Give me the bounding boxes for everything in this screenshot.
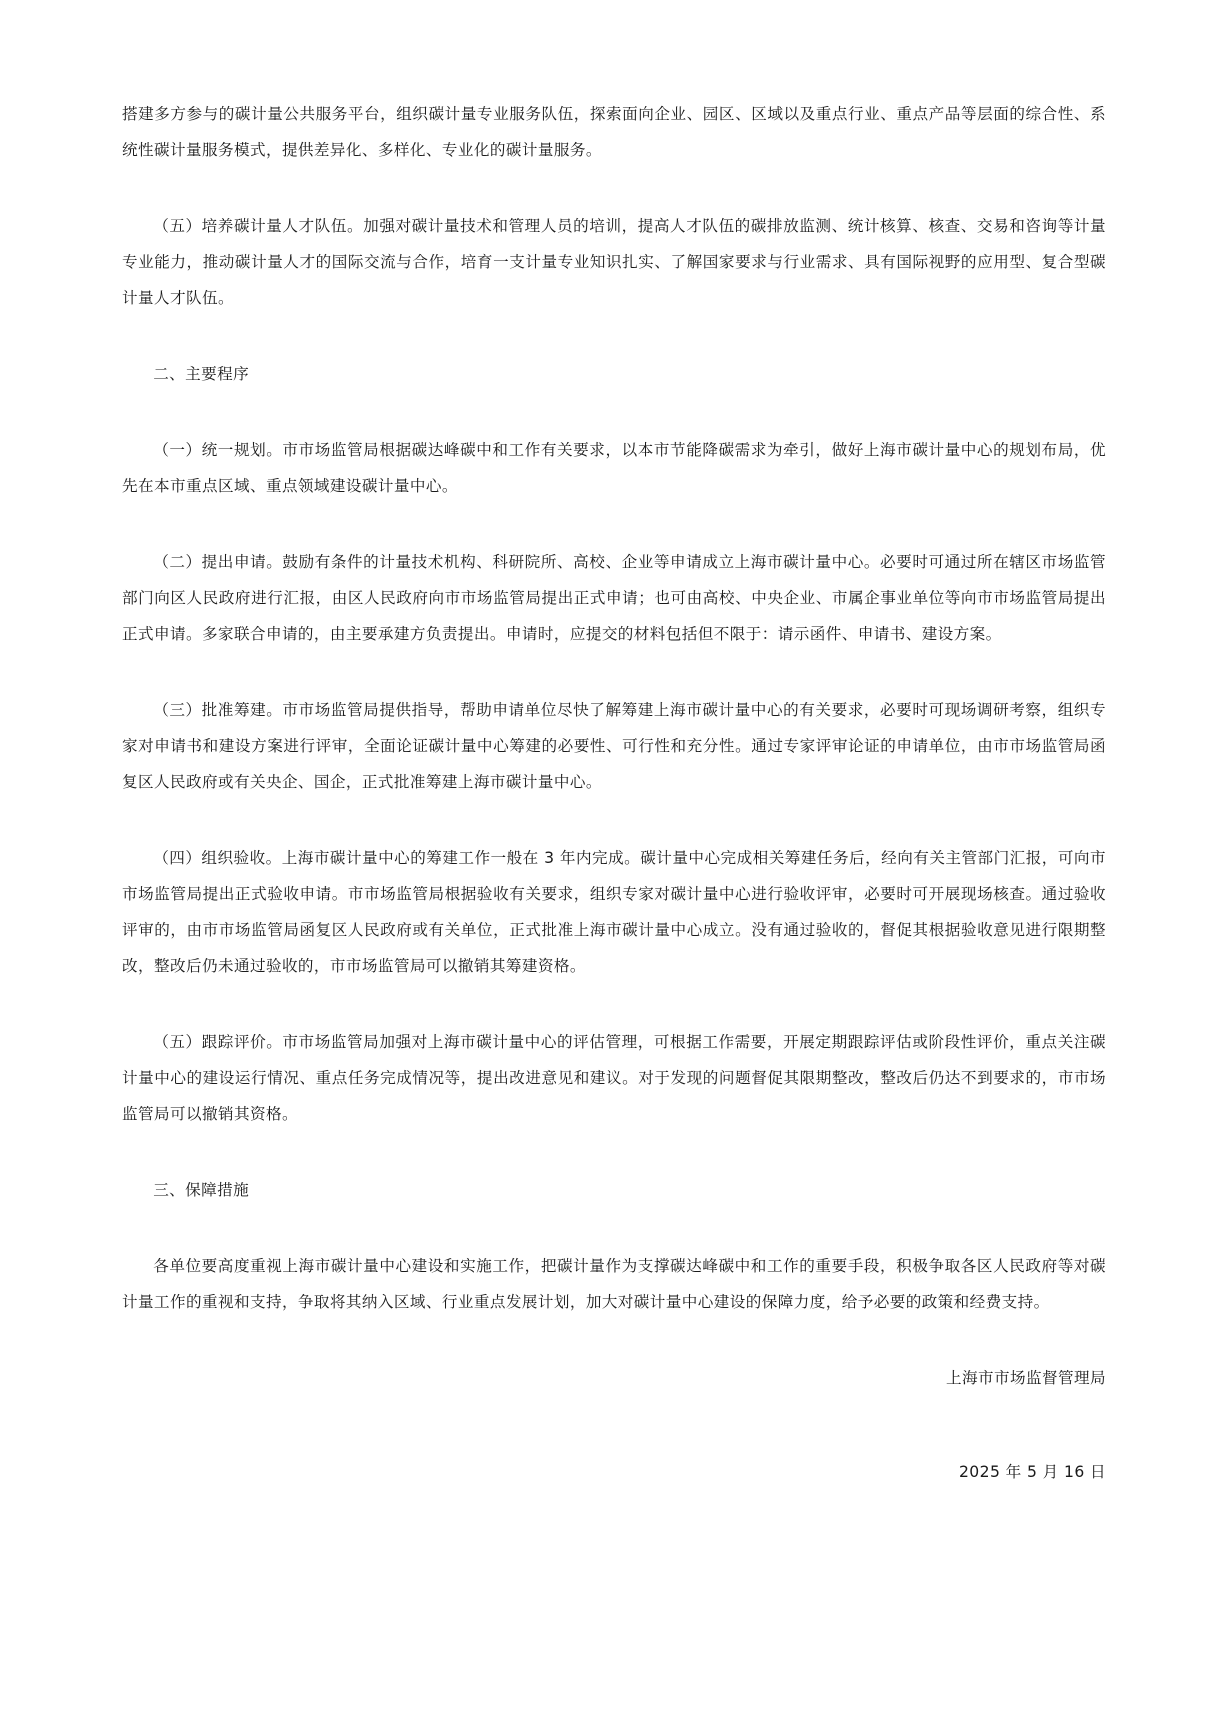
paragraph-unified-planning: （一）统一规划。市市场监管局根据碳达峰碳中和工作有关要求，以本市节能降碳需求为牵引，做好上海市碳计量中心的规划布局，优先在本市重点区域、重点领域建设碳计量中心。 (122, 441, 1106, 495)
signature-date: 2025 年 5 月 16 日 (958, 1463, 1106, 1481)
paragraph-evaluation: （五）跟踪评价。市市场监管局加强对上海市碳计量中心的评估管理，可根据工作需要，开展定期跟踪评估或阶段性评价，重点关注碳计量中心的建设运行情况、重点任务完成情况等，提出改进意见和建议。对于发现的问题督促其限期整改，整改后仍达不到要求的，市市场监管局可以撤销其资格。 (122, 1033, 1106, 1123)
paragraph-talent-team: （五）培养碳计量人才队伍。加强对碳计量技术和管理人员的培训，提高人才队伍的碳排放监测、统计核算、核查、交易和咨询等计量专业能力，推动碳计量人才的国际交流与合作，培育一支计量专业知识扎实、了解国家要求与行业需求、具有国际视野的应用型、复合型碳计量人才队伍。 (122, 217, 1106, 307)
paragraph-application: （二）提出申请。鼓励有条件的计量技术机构、科研院所、高校、企业等申请成立上海市碳计量中心。必要时可通过所在辖区市场监管部门向区人民政府进行汇报，由区人民政府向市市场监管局提出正式申请；也可由高校、中央企业、市属企事业单位等向市市场监管局提出正式申请。多家联合申请的，由主要承建方负责提出。申请时，应提交的材料包括但不限于：请示函件、申请书、建设方案。 (122, 553, 1106, 643)
paragraph-approval: （三）批准筹建。市市场监管局提供指导，帮助申请单位尽快了解筹建上海市碳计量中心的有关要求，必要时可现场调研考察，组织专家对申请书和建设方案进行评审，全面论证碳计量中心筹建的必要性、可行性和充分性。通过专家评审论证的申请单位，由市市场监管局函复区人民政府或有关央企、国企，正式批准筹建上海市碳计量中心。 (122, 701, 1106, 791)
section-heading-procedures: 二、主要程序 (153, 365, 250, 383)
section-heading-safeguards: 三、保障措施 (153, 1181, 250, 1199)
paragraph-acceptance: （四）组织验收。上海市碳计量中心的筹建工作一般在 3 年内完成。碳计量中心完成相关筹建任务后，经向有关主管部门汇报，可向市市场监管局提出正式验收申请。市市场监管局根据验收有关要求，组织专家对碳计量中心进行验收评审，必要时可开展现场核查。通过验收评审的，由市市场监管局函复区人民政府或有关单位，正式批准上海市碳计量中心成立。没有通过验收的，督促其根据验收意见进行限期整改，整改后仍未通过验收的，市市场监管局可以撤销其筹建资格。 (122, 849, 1106, 975)
paragraph-continuation: 搭建多方参与的碳计量公共服务平台，组织碳计量专业服务队伍，探索面向企业、园区、区域以及重点行业、重点产品等层面的综合性、系统性碳计量服务模式，提供差异化、多样化、专业化的碳计量服务。 (122, 105, 1106, 159)
document-body (122, 96, 1106, 1490)
paragraph-safeguards: 各单位要高度重视上海市碳计量中心建设和实施工作，把碳计量作为支撑碳达峰碳中和工作的重要手段，积极争取各区人民政府等对碳计量工作的重视和支持，争取将其纳入区域、行业重点发展计划，加大对碳计量中心建设的保障力度，给予必要的政策和经费支持。 (122, 1257, 1106, 1311)
signature-organization: 上海市市场监督管理局 (946, 1369, 1106, 1387)
